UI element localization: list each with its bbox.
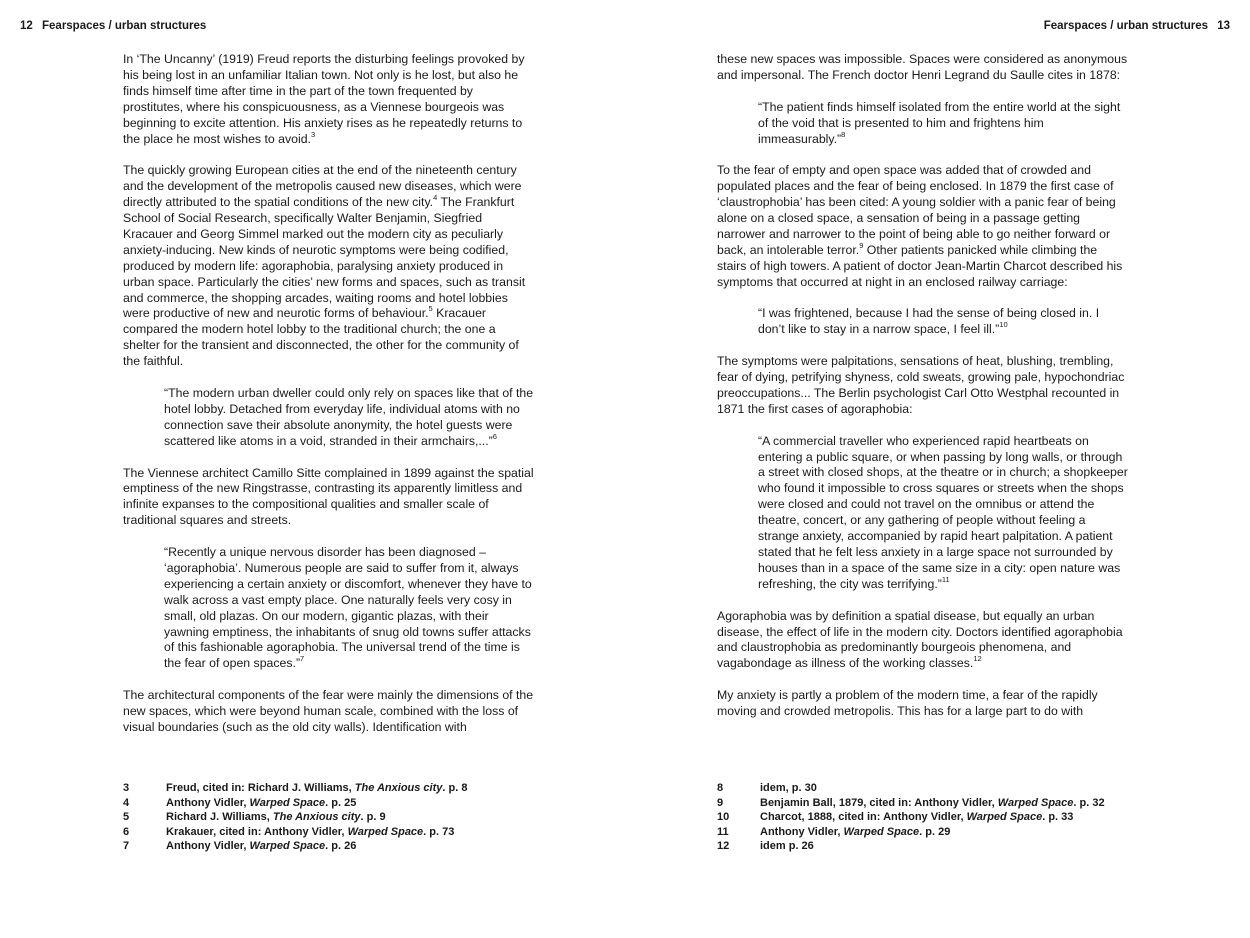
right-quote-3 [758, 434, 1129, 593]
footnote-number: 10 [717, 811, 730, 823]
book-title: The Anxious city [354, 782, 443, 794]
footnote-ref: 12 [973, 654, 982, 664]
footnote-text [166, 839, 356, 854]
footnote-number: 6 [123, 825, 130, 838]
right-body-column [717, 52, 1129, 736]
right-quote-1 [758, 100, 1129, 148]
right-running-title: Fearspaces / urban structures [1043, 20, 1208, 32]
text: Richard J. Williams, [166, 811, 273, 823]
left-running-title: Fearspaces / urban structures [42, 20, 207, 32]
footnote [717, 781, 1137, 796]
text: . p. 29 [919, 825, 951, 838]
text: Anthony Vidler, [760, 825, 844, 838]
text: “The modern urban dweller could only rely on spaces like that of the hotel lobby. Detached from everyday life, individual atoms with no connection save their absolute anonymity, the hotel guests were scattered like atoms in a void, stranded in their armchairs,...” [164, 386, 534, 448]
book-title: Warped Space [966, 811, 1043, 823]
text: . p. 32 [1073, 796, 1105, 809]
footnote [123, 781, 543, 796]
text: “A commercial traveller who experienced rapid heartbeats on entering a public square, or when passing by long walls, or through a street with closed shops, at the theatre or in church; a shopkeeper who found it impossible to cross squares or streets when the shops were closed and could not travel on the omnibus or attend the theatre, concert, or any gathering of people without feeling a strange anxiety, accompanied by rapid heart palpitation. A patient stated that he felt less anxiety in a large space not surrounded by houses than in a space of the same size in a city: open nature was refreshing, the city was terrifying.” [758, 433, 1128, 591]
text: idem p. 26 [760, 840, 814, 852]
footnote-ref: 11 [941, 574, 950, 584]
text: . p. 26 [325, 840, 357, 852]
footnote-text [760, 839, 814, 854]
right-paragraph-2 [717, 163, 1129, 290]
footnote-number: 9 [717, 796, 724, 809]
right-footnotes [717, 781, 1137, 854]
text: idem, p. 30 [760, 782, 817, 794]
footnote-ref: 10 [999, 320, 1008, 330]
footnote-text [166, 810, 386, 825]
text: . p. 8 [442, 782, 468, 794]
footnote-number: 5 [123, 811, 130, 823]
footnote-text [760, 810, 1073, 825]
right-paragraph-1: these new spaces was impossible. Spaces were considered as anonymous and impersonal. The French doctor Henri Legrand du Saulle cites in 1878: [717, 52, 1128, 82]
text: . p. 25 [325, 796, 357, 809]
text: Anthony Vidler, [166, 796, 250, 809]
right-page-number: 13 [1217, 20, 1230, 32]
left-paragraph-3: The Viennese architect Camillo Sitte complained in 1899 against the spatial emptiness of the new Ringstrasse, contrasting its apparently limitless and infinite expanses to the compositional qualities and smaller scale of traditional squares and streets. [123, 465, 534, 528]
left-footnotes [123, 781, 543, 854]
footnote-text [760, 796, 1105, 811]
footnote [123, 825, 543, 840]
book-title: Warped Space [843, 825, 920, 838]
footnote-number: 3 [123, 782, 130, 794]
left-page-number: 12 [20, 20, 33, 32]
text: Freud, cited in: Richard J. Williams, [166, 782, 355, 794]
book-title: Warped Space [347, 825, 424, 838]
text: Kracauer compared the modern hotel lobby to the traditional church; the one a shelter for the transient and disconnected, the other for the community of the faithful. [123, 306, 519, 369]
text: Agoraphobia was by definition a spatial disease, but equally an urban disease, the effect of life in the modern city. Doctors identified agoraphobia and claustrophobia as predominantly bourgeois phenomena, and vagabondage as illness of the working classes. [717, 608, 1123, 671]
left-paragraph-2 [123, 163, 535, 370]
footnote-ref: 9 [859, 240, 864, 250]
right-paragraph-3: The symptoms were palpitations, sensations of heat, blushing, trembling, fear of dying, petrifying shyness, cold sweats, growing pale, hypochondriac preoccupations... The Berlin psychologist Carl Otto Westphal recounted in 1871 the first cases of agoraphobia: [717, 354, 1125, 416]
text: The quickly growing European cities at the end of the nineteenth century and the development of the metropolis caused new diseases, which were directly attributed to the spatial conditions of the new city. [123, 163, 522, 210]
text: Krakauer, cited in: Anthony Vidler, [166, 825, 348, 838]
footnote-text [760, 825, 950, 840]
text: “The patient finds himself isolated from the entire world at the sight of the void that is presented to him and frightens him immeasurably.” [758, 99, 1121, 146]
footnote-number: 12 [717, 840, 730, 852]
footnote-text [166, 781, 467, 796]
footnote [123, 839, 543, 854]
book-title: The Anxious city [272, 811, 361, 823]
book-title: Warped Space [997, 796, 1074, 809]
text: Charcot, 1888, cited in: Anthony Vidler, [760, 811, 967, 823]
text: In ‘The Uncanny’ (1919) Freud reports the disturbing feelings provoked by his being lost in an unfamiliar Italian town. Not only is he lost, but also he finds himself time after time in the part of the town frequented by prostitutes, where his conspicuousness, as a Viennese bourgeois was beginning to excite attention. His anxiety rises as he repeatedly returns to the place he most wishes to avoid. [123, 52, 525, 146]
footnote [123, 796, 543, 811]
footnote-number: 8 [717, 782, 724, 794]
footnote [123, 810, 543, 825]
left-paragraph-1 [123, 52, 535, 147]
text: Other patients panicked while climbing the stairs of high towers. A patient of doctor Jean-Martin Charcot described his symptoms that occurred at night in an enclosed railway carriage: [717, 242, 1123, 289]
left-quote-1 [164, 386, 535, 450]
footnote-ref: 5 [428, 304, 433, 314]
footnote-text [166, 796, 356, 811]
right-paragraph-4 [717, 609, 1129, 673]
left-paragraph-4: The architectural components of the fear were mainly the dimensions of the new spaces, which were beyond human scale, combined with the loss of visual boundaries (such as the old city walls). Identification with [123, 688, 534, 734]
text: To the fear of empty and open space was added that of crowded and populated places and the fear of being enclosed. In 1879 the first case of ‘claustrophobia’ has been cited: A young soldier with a panic fear of being alone on a closed space, a sensation of being in a passage getting narrower and narrower to the point of being able to go neither forward or back, an intolerable terror. [717, 163, 1116, 257]
left-quote-2 [164, 545, 535, 672]
footnote-number: 4 [123, 796, 130, 809]
text: . p. 73 [423, 825, 455, 838]
left-running-head [20, 20, 206, 32]
footnote [717, 839, 1137, 854]
footnote [717, 810, 1137, 825]
book-title: Warped Space [249, 796, 326, 809]
text: The Frankfurt School of Social Research, specifically Walter Benjamin, Siegfried Kracauer and Georg Simmel marked out the modern city as peculiarly anxiety-inducing. New kinds of neurotic symptoms were being codified, produced by modern life: agoraphobia, paralysing anxiety produced in urban space. Particularly the cities’ new forms and spaces, such as transit and commerce, the shopping arcades, waiting rooms and hotel lobbies were productive of new and neurotic forms of behaviour. [123, 195, 526, 321]
text: . p. 9 [360, 811, 386, 823]
right-running-head [1044, 20, 1230, 32]
text: “I was frightened, because I had the sense of being closed in. I don’t like to stay in a narrow space, I feel ill.” [758, 306, 1100, 337]
text: . p. 33 [1042, 811, 1074, 823]
text: Anthony Vidler, [166, 840, 250, 852]
footnote-number: 7 [123, 840, 130, 852]
footnote-number: 11 [717, 825, 729, 838]
footnote-ref: 6 [492, 431, 497, 441]
book-title: Warped Space [249, 840, 326, 852]
footnote-text [760, 781, 817, 796]
left-body-column [123, 52, 535, 752]
footnote-text [166, 825, 454, 840]
text: “Recently a unique nervous disorder has been diagnosed – ‘agoraphobia’. Numerous people are said to suffer from it, always experiencing a certain anxiety or discomfort, whenever they have to walk across a vast empty place. One naturally feels very cosy in small, old plazas. On our modern, gigantic plazas, with their yawning emptiness, the inhabitants of snug old towns suffer attacks of this fashionable agoraphobia. The universal trend of the time is the fear of open spaces.” [164, 545, 532, 671]
text: Benjamin Ball, 1879, cited in: Anthony Vidler, [760, 796, 998, 809]
right-paragraph-5: My anxiety is partly a problem of the modern time, a fear of the rapidly moving and crowded metropolis. This has for a large part to do with [717, 688, 1098, 719]
footnote [717, 796, 1137, 811]
footnote-ref: 3 [310, 129, 316, 139]
footnote-ref: 7 [300, 654, 305, 664]
footnote-ref: 8 [841, 129, 846, 139]
footnote-ref: 4 [433, 193, 438, 203]
right-quote-2 [758, 306, 1129, 338]
footnote [717, 825, 1137, 840]
